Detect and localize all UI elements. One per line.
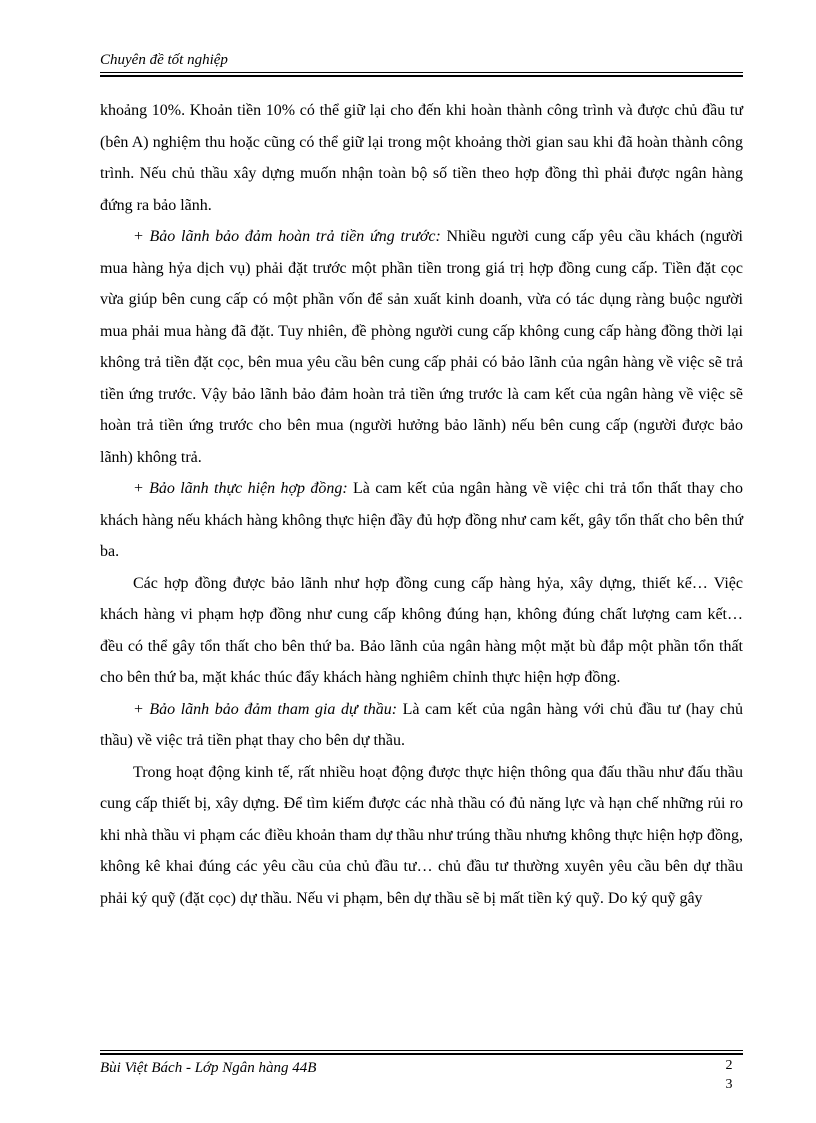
paragraph-4 xyxy=(100,568,743,694)
paragraph-text: khoảng 10%. Khoản tiền 10% có thể giữ lại cho đến khi hoàn thành công trình và được chủ đầu tư (bên A) nghiệm thu hoặc cũng có thể giữ lại trong một khoảng thời gian sau khi đã hoàn thành công trình. Nếu chủ thầu xây dựng muốn nhận toàn bộ số tiền theo hợp đồng thì phải được ngân hàng đứng ra bảo lãnh. xyxy=(100,102,743,214)
paragraph-text: Các hợp đồng được bảo lãnh như hợp đồng cung cấp hàng hỷa, xây dựng, thiết kế… Việc khách hàng vi phạm hợp đồng như cung cấp không đúng hạn, không đúng chất lượng cam kết… đều có thể gây tổn thất cho bên thứ ba. Bảo lãnh của ngân hàng một mặt bù đắp một phần tổn thất cho bên thứ ba, mặt khác thúc đẩy khách hàng nghiêm chỉnh thực hiện hợp đồng. xyxy=(100,574,743,686)
paragraph-advance-payment-guarantee xyxy=(100,221,743,473)
footer-rule-thin xyxy=(100,1050,743,1051)
page-header xyxy=(100,50,743,77)
paragraph-text: Là cam kết của ngân hàng về việc chi trả tổn thất thay cho khách hàng nếu khách hàng không thực hiện đầy đủ hợp đồng như cam kết, gây tổn thất cho bên thứ ba. xyxy=(100,480,743,560)
paragraph-lead-italic: + Bảo lãnh bảo đảm hoàn trả tiền ứng trước: xyxy=(133,228,441,245)
paragraph-performance-guarantee xyxy=(100,473,743,568)
page-number xyxy=(723,1056,735,1094)
page-footer xyxy=(100,1050,743,1092)
paragraph-1 xyxy=(100,95,743,221)
paragraph-text: Nhiều người cung cấp yêu cầu khách (người mua hàng hỷa dịch vụ) phải đặt trước một phần tiền trong giá trị hợp đồng cung cấp. Tiền đặt cọc vừa giúp bên cung cấp có một phần vốn để sản xuất kinh doanh, vừa có tác dụng ràng buộc người mua phải mua hàng đã đặt. Tuy nhiên, đề phòng người cung cấp không cung cấp hàng đồng thời lại không trả tiền đặt cọc, bên mua yêu cầu bên cung cấp phải có bảo lãnh của ngân hàng về việc sẽ trả tiền ứng trước. Vậy bảo lãnh bảo đảm hoàn trả tiền ứng trước là cam kết của ngân hàng về việc sẽ hoàn trả tiền ứng trước cho bên mua (người hưởng bảo lãnh) nếu bên cung cấp (người được bảo lãnh) không trả. xyxy=(100,228,743,466)
paragraph-lead-italic: + Bảo lãnh thực hiện hợp đồng: xyxy=(133,480,348,497)
paragraph-lead-italic: + Bảo lãnh bảo đảm tham gia dự thầu: xyxy=(133,700,398,718)
page-number-digit-1: 2 xyxy=(725,1058,733,1073)
header-rule-thick xyxy=(100,75,743,77)
header-title: Chuyên đề tốt nghiệp xyxy=(100,52,228,68)
footer-rule-thick xyxy=(100,1053,743,1055)
paragraph-text: Trong hoạt động kinh tế, rất nhiều hoạt động được thực hiện thông qua đấu thầu như đấu thầu cung cấp thiết bị, xây dựng. Để tìm kiếm được các nhà thầu có đủ năng lực và hạn chế những rủi ro khi nhà thầu vi phạm các điều khoản tham dự thầu như trúng thầu nhưng không thực hiện hợp đồng, không kê khai đúng các yêu cầu của chủ đầu tư… chủ đầu tư thường xuyên yêu cầu bên dự thầu phải ký quỹ (đặt cọc) dự thầu. Nếu vi phạm, bên dự thầu sẽ bị mất tiền ký quỹ. Do ký quỹ gây xyxy=(100,763,743,907)
header-rule-thin xyxy=(100,72,743,73)
footer-author: Bùi Việt Bách - Lớp Ngân hàng 44B xyxy=(100,1060,317,1076)
page-number-digit-2: 3 xyxy=(725,1077,733,1092)
paragraph-6 xyxy=(100,757,743,915)
paragraph-bid-guarantee xyxy=(100,694,743,757)
paragraph-text: Là cam kết của ngân hàng với chủ đầu tư (hay chủ thầu) về việc trả tiền phạt thay cho bên dự thầu. xyxy=(100,700,743,749)
document-body xyxy=(100,95,743,914)
